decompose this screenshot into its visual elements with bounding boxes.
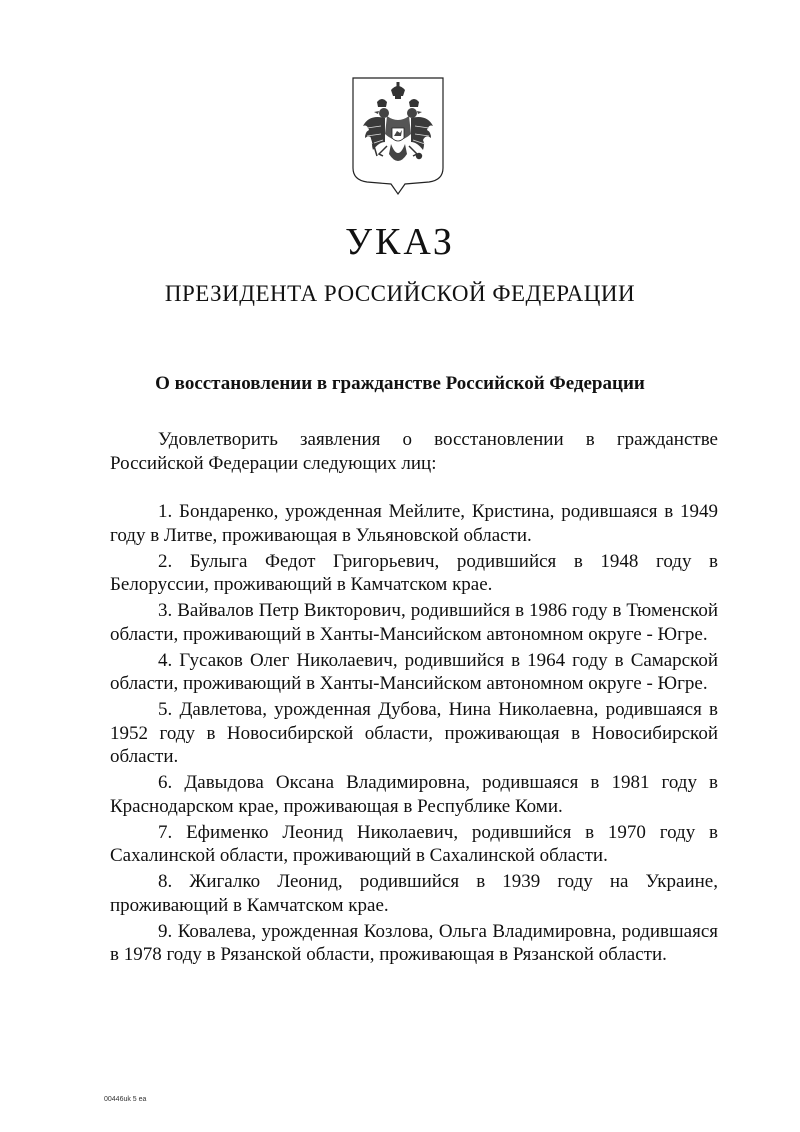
- coat-of-arms-icon: [351, 76, 445, 196]
- document-title: УКАЗ: [345, 221, 455, 263]
- list-item: 5. Давлетова, урожденная Дубова, Нина Николаевна, родившаяся в 1952 году в Новосибирской области, проживающая в Новосибирской области.: [110, 699, 718, 767]
- document-heading: О восстановлении в гражданстве Российской Федерации: [155, 373, 645, 394]
- persons-list: [110, 500, 718, 969]
- footer-code: 00446uk 5 ea: [104, 1096, 147, 1103]
- document-subtitle: ПРЕЗИДЕНТА РОССИЙСКОЙ ФЕДЕРАЦИИ: [164, 281, 636, 306]
- list-item: 8. Жигалко Леонид, родившийся в 1939 году на Украине, проживающий в Камчатском крае.: [110, 871, 718, 916]
- list-item: 7. Ефименко Леонид Николаевич, родившийся в 1970 году в Сахалинской области, проживающий в Сахалинской области.: [110, 821, 718, 866]
- list-item: 1. Бондаренко, урожденная Мейлите, Кристина, родившаяся в 1949 году в Литве, проживающая в Ульяновской области.: [110, 501, 718, 546]
- intro-paragraph: Удовлетворить заявления о восстановлении в гражданстве Российской Федерации следующих лиц:: [110, 429, 718, 474]
- list-item: 6. Давыдова Оксана Владимировна, родившаяся в 1981 году в Краснодарском крае, проживающая в Республике Коми.: [110, 772, 718, 817]
- list-item: 9. Ковалева, урожденная Козлова, Ольга Владимировна, родившаяся в 1978 году в Рязанской области, проживающая в Рязанской области.: [110, 920, 718, 965]
- list-item: 2. Булыга Федот Григорьевич, родившийся в 1948 году в Белоруссии, проживающий в Камчатском крае.: [110, 550, 718, 595]
- list-item: 3. Вайвалов Петр Викторович, родившийся в 1986 году в Тюменской области, проживающий в Ханты-Мансийском автономном округе - Югре.: [110, 600, 718, 645]
- list-item: 4. Гусаков Олег Николаевич, родившийся в 1964 году в Самарской области, проживающий в Ханты-Мансийском автономном округе - Югре.: [110, 649, 718, 694]
